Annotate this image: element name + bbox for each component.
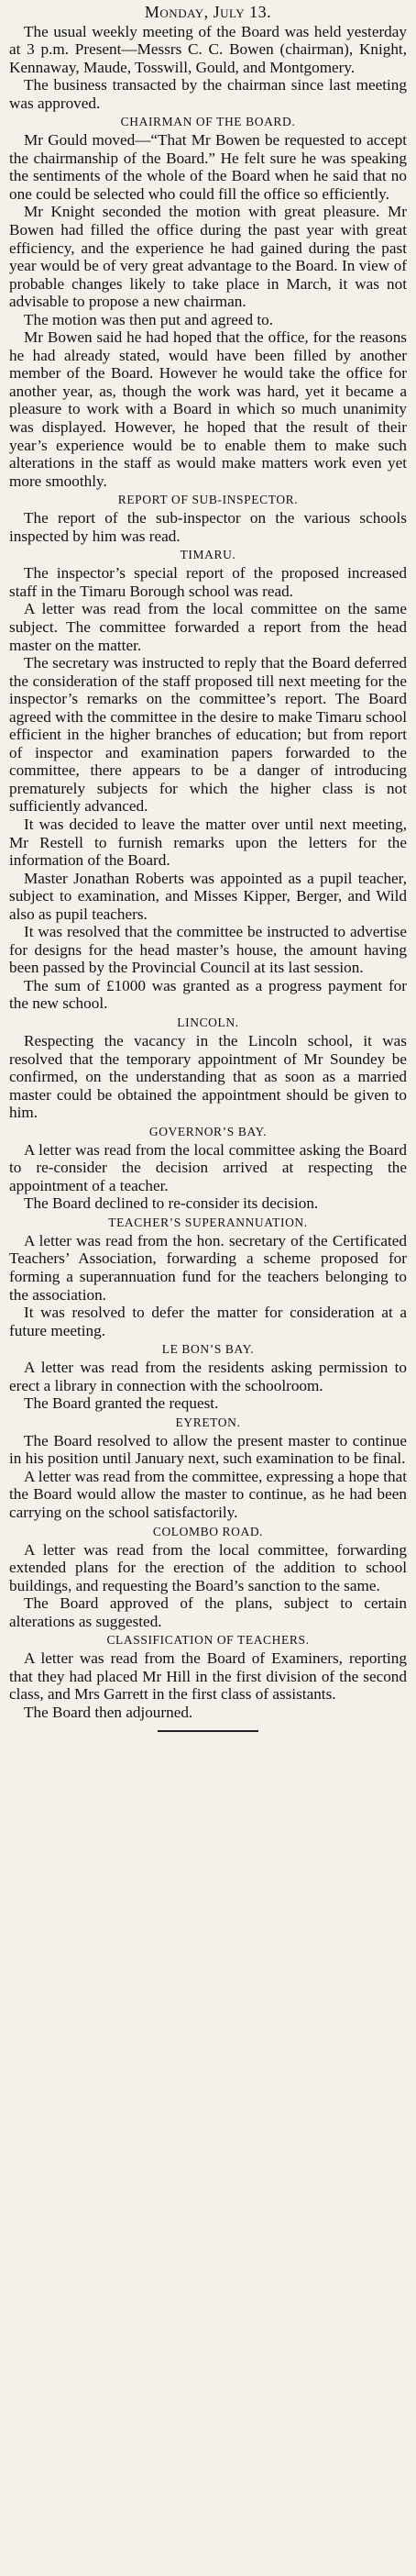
paragraph: A letter was read from the committee, expressing a hope that the Board would allow the master to continue, as he had been carrying on the school satisfactorily.	[9, 1467, 407, 1522]
section-heading: TEACHER’S SUPERANNUATION.	[108, 1215, 308, 1229]
section-heading: TIMARU.	[180, 548, 236, 562]
section	[9, 1632, 407, 1721]
paragraph: The Board resolved to allow the present master to continue in his position until January next, such examination to be final.	[9, 1431, 407, 1468]
paragraph: A letter was read from the local committee, forwarding extended plans for the erection of the addition to school buildings, and requesting the Board’s sanction to the same.	[9, 1540, 407, 1594]
section	[9, 1524, 407, 1631]
intro	[9, 23, 407, 113]
article-body	[9, 114, 407, 1721]
section	[9, 492, 407, 545]
section-heading: CHAIRMAN OF THE BOARD.	[120, 115, 296, 129]
paragraph: It was decided to leave the matter over until next meeting, Mr Restell to furnish remarks upon the letters for the information of the Board.	[9, 815, 407, 870]
paragraph: A letter was read from the local committee asking the Board to re-consider the decision arrived at respecting the appointment of a teacher.	[9, 1140, 407, 1194]
section-heading: LINCOLN.	[177, 1015, 239, 1029]
section-heading: GOVERNOR’S BAY.	[148, 1124, 268, 1138]
paragraph: The inspector’s special report of the proposed increased staff in the Timaru Borough school was read.	[9, 564, 407, 600]
paragraph: The Board granted the request.	[24, 1394, 219, 1413]
paragraph: The secretary was instructed to reply that the Board deferred the consideration of the staff proposed till next meeting for the inspector’s remarks on the committee’s report. The Board agreed with the committee in the desire to make Timaru school efficient in the higher branches of education; but from report of inspector and examination papers forwarded to the committee, there appears to be a danger of introducing prematurely subjects for which the higher class is not sufficiently advanced.	[9, 654, 407, 816]
paragraph: The Board then adjourned.	[24, 1703, 193, 1721]
paragraph: It was resolved to defer the matter for consideration at a future meeting.	[9, 1304, 407, 1339]
paragraph: A letter was read from the hon. secretary of the Certificated Teachers’ Association, forwarding a scheme proposed for forming a superannuation fund for the teachers belonging to the association.	[9, 1231, 407, 1304]
section	[9, 1215, 407, 1339]
paragraph: Mr Bowen said he had hoped that the office, for the reasons he had already stated, would have been filled by another member of the Board. However he would take the office for another year, as, though the work was hard, yet it became a pleasure to work with a Board in which so much unanimity was displayed. However, he hoped that the result of their year’s experience would be to enable them to make such alterations in the staff as would make matters work even yet more smoothly.	[9, 328, 407, 490]
section	[9, 547, 407, 1013]
end-rule	[158, 1730, 258, 1732]
section-heading: LE BON’S BAY.	[161, 1342, 255, 1357]
paragraph: The sum of £1000 was granted as a progress payment for the new school.	[9, 976, 407, 1013]
section	[9, 1341, 407, 1413]
section	[9, 114, 407, 490]
paragraph: The motion was then put and agreed to.	[24, 310, 274, 328]
paragraph: Mr Gould moved—“That Mr Bowen be requested to accept the chairmanship of the Board.” He felt sure he was speaking the sentiments of the whole of the Board when he said that no one could be selected who could fill the office so efficiently.	[9, 131, 407, 203]
section-heading: CLASSIFICATION OF TEACHERS.	[106, 1633, 310, 1648]
section	[9, 1415, 407, 1522]
section-heading: REPORT OF SUB-INSPECTOR.	[117, 493, 299, 507]
paragraph: The business transacted by the chairman since last meeting was approved.	[9, 76, 407, 112]
paragraph: Mr Knight seconded the motion with great pleasure. Mr Bowen had filled the office during the past year with great efficiency, and the experience he had gained during the past year would be of very great advantage to the Board. In view of probable changes likely to take place in March, it was not advisable to propose a new chairman.	[9, 203, 407, 311]
section	[9, 1124, 407, 1213]
paragraph: It was resolved that the committee be instructed to advertise for designs for the head master’s house, the amount having been passed by the Provincial Council at its last session.	[9, 923, 407, 977]
paragraph: The usual weekly meeting of the Board was held yesterday at 3 p.m. Present—Messrs C. C. Bowen (chairman), Knight, Kennaway, Maude, Tosswill, Gould, and Montgomery.	[9, 22, 407, 76]
paragraph: Master Jonathan Roberts was appointed as a pupil teacher, subject to examination, and Misses Kipper, Berger, and Wild also as pupil teachers.	[9, 869, 407, 923]
section-heading: COLOMBO ROAD.	[152, 1524, 264, 1538]
paragraph: Respecting the vacancy in the Lincoln school, it was resolved that the temporary appointment of Mr Soundey be confirmed, on the understanding that as soon as a married master could be obtained the appointment should be given to him.	[9, 1031, 407, 1122]
paragraph: A letter was read from the Board of Examiners, reporting that they had placed Mr Hill in the first division of the second class, and Mrs Garrett in the first class of assistants.	[9, 1649, 407, 1704]
paragraph: The Board declined to re-consider its decision.	[24, 1194, 319, 1213]
dateline: Monday, July 13.	[144, 3, 272, 21]
section-heading: EYRETON.	[175, 1415, 241, 1429]
paragraph: A letter was read from the residents asking permission to erect a library in connection with the schoolroom.	[9, 1359, 407, 1394]
paragraph: A letter was read from the local committee on the same subject. The committee forwarded a report from the head master on the matter.	[9, 600, 407, 654]
section	[9, 1015, 407, 1122]
paragraph: The Board approved of the plans, subject to certain alterations as suggested.	[9, 1594, 407, 1630]
paragraph: The report of the sub-inspector on the various schools inspected by him was read.	[9, 509, 407, 545]
